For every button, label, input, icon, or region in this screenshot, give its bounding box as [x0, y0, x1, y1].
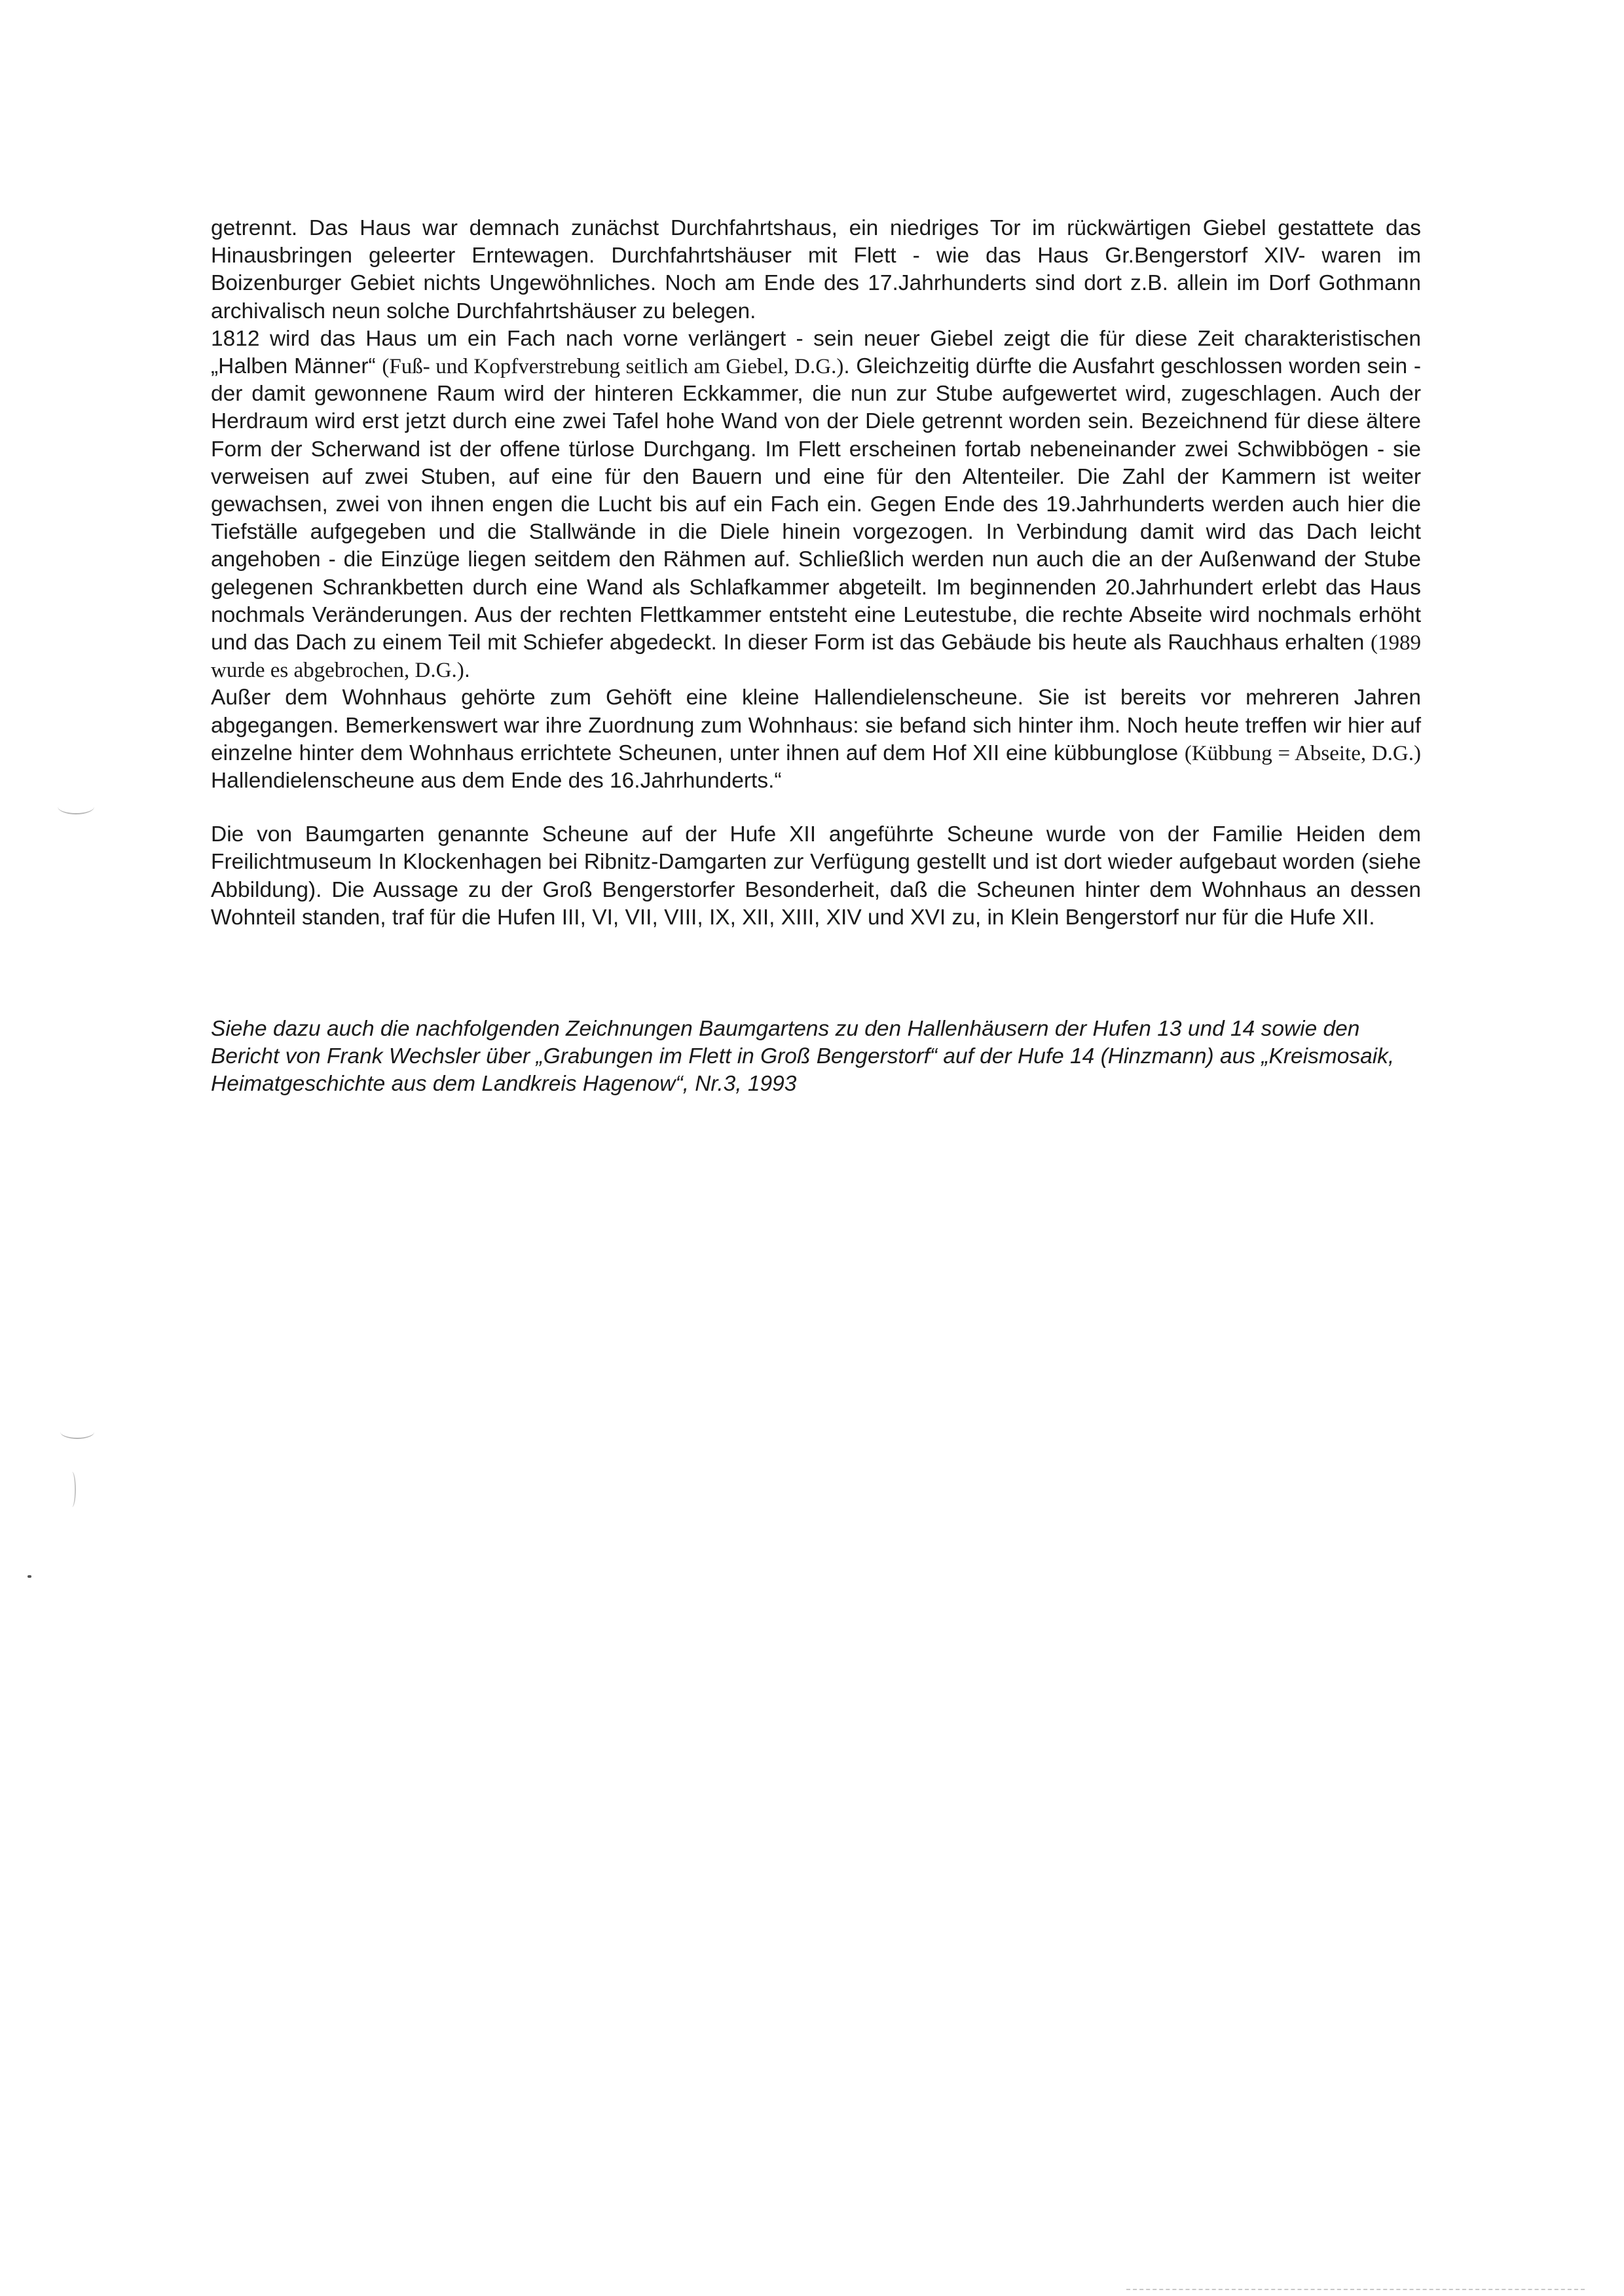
note-line: Siehe dazu auch die nachfolgenden Zeichnungen Baumgartens zu den Hallenhäusern der Hufen 13 und 14 sowie den: [211, 1017, 1360, 1042]
text-run: . Gleichzeitig dürfte die Ausfahrt geschlossen worden sein - der damit gewonnene Raum wird der hinteren Eckkammer, die nun zur Stube aufgewertet wird, zugeschlagen. Auch der Herdraum wird erst jetzt durch eine zwei Tafel hohe Wand von der Diele getrennt worden sein. Bezeichnend für diese ältere Form der Scherwand ist der offene türlose Durchgang. Im Flett erscheinen fortab nebeneinander zwei Schwibbögen - sie verweisen auf zwei Stuben, auf eine für den Bauern und eine für den Altenteiler. Die Zahl der Kammern ist weiter gewachsen, zwei von ihnen engen die Lucht bis auf ein Fach ein. Gegen Ende des 19.Jahrhunderts werden auch hier die Tiefställe aufgegeben und die Stallwände in die Diele hinein vorgezogen. In Verbindung damit wird das Dach leicht angehoben - die Einzüge liegen seitdem den Rähmen auf. Schließlich werden nun auch die an der Außenwand der Stube gelegenen Schrankbetten durch eine Wand als Schlafkammer abgeteilt. Im beginnenden 20.Jahrhundert erlebt das Haus nochmals Veränderungen. Aus der rechten Flettkammer entsteht eine Leutestube, die rechte Abseite wird nochmals erhöht und das Dach zu einem Teil mit Schiefer abgedeckt. In dieser Form ist das Gebäude bis heute als Rauchhaus erhalten: [211, 354, 1421, 655]
reference-note: [211, 1015, 1421, 1099]
text-run: 1812 wird das Haus um ein Fach nach vorne verlängert - sein neuer Giebel zeigt die für diese Zeit charakteristischen „Halben Männer“: [211, 326, 1421, 379]
paragraph: [211, 821, 1421, 932]
scan-artifact: [68, 1472, 76, 1507]
paragraph-gap: [211, 795, 1421, 821]
note-line: Bericht von Frank Wechsler über „Grabungen im Flett in Groß Bengerstorf“ auf der Hufe 14 (Hinzmann) aus „Kreismosaik, Heimatgeschichte aus dem Landkreis Hagenow“, Nr.3, 1993: [211, 1044, 1395, 1097]
section-gap: [211, 932, 1421, 1015]
scan-edge-line: [1126, 2289, 1585, 2290]
text-run: getrennt. Das Haus war demnach zunächst Durchfahrtshaus, ein niedriges Tor im rückwärtigen Giebel gestattete das Hinausbringen geleerter Erntewagen. Durchfahrtshäuser mit Flett - wie das Haus Gr.Bengerstorf XIV- waren im Boizenburger Gebiet nichts Ungewöhnliches. Noch am Ende des 17.Jahrhunderts sind dort z.B. allein im Dorf Gothmann archivalisch neun solche Durchfahrtshäuser zu belegen.: [211, 216, 1421, 323]
paragraph: [211, 215, 1421, 325]
scan-speck: [28, 1575, 31, 1578]
editor-note: (Fuß- und Kopfverstrebung seitlich am Giebel, D.G.): [382, 355, 844, 379]
punch-hole-mark: [58, 799, 94, 814]
paragraph: [211, 325, 1421, 685]
body-text: [211, 215, 1421, 932]
editor-note: (1989 wurde es abgebrochen, D.G.): [211, 631, 1421, 683]
punch-hole-mark: [60, 1425, 94, 1439]
paragraph: [211, 684, 1421, 795]
text-run: Hallendielenscheune aus dem Ende des 16.Jahrhunderts.“: [211, 769, 782, 793]
text-run: .: [464, 658, 470, 683]
text-run: Außer dem Wohnhaus gehörte zum Gehöft eine kleine Hallendielenscheune. Sie ist bereits vor mehreren Jahren abgegangen. Bemerkenswert war ihre Zuordnung zum Wohnhaus: sie befand sich hinter ihm. Noch heute treffen wir hier auf einzelne hinter dem Wohnhaus errichtete Scheunen, unter ihnen auf dem Hof XII eine kübbunglose: [211, 685, 1421, 765]
editor-note: (Kübbung = Abseite, D.G.): [1184, 741, 1421, 765]
page-content: [211, 215, 1421, 1099]
text-run: Die von Baumgarten genannte Scheune auf der Hufe XII angeführte Scheune wurde von der Familie Heiden dem Freilichtmuseum In Klockenhagen bei Ribnitz-Damgarten zur Verfügung gestellt und ist dort wieder aufgebaut worden (siehe Abbildung). Die Aussage zu der Groß Bengerstorfer Besonderheit, daß die Scheunen hinter dem Wohnhaus an dessen Wohnteil standen, traf für die Hufen III, VI, VII, VIII, IX, XII, XIII, XIV und XVI zu, in Klein Bengerstorf nur für die Hufe XII.: [211, 822, 1421, 930]
